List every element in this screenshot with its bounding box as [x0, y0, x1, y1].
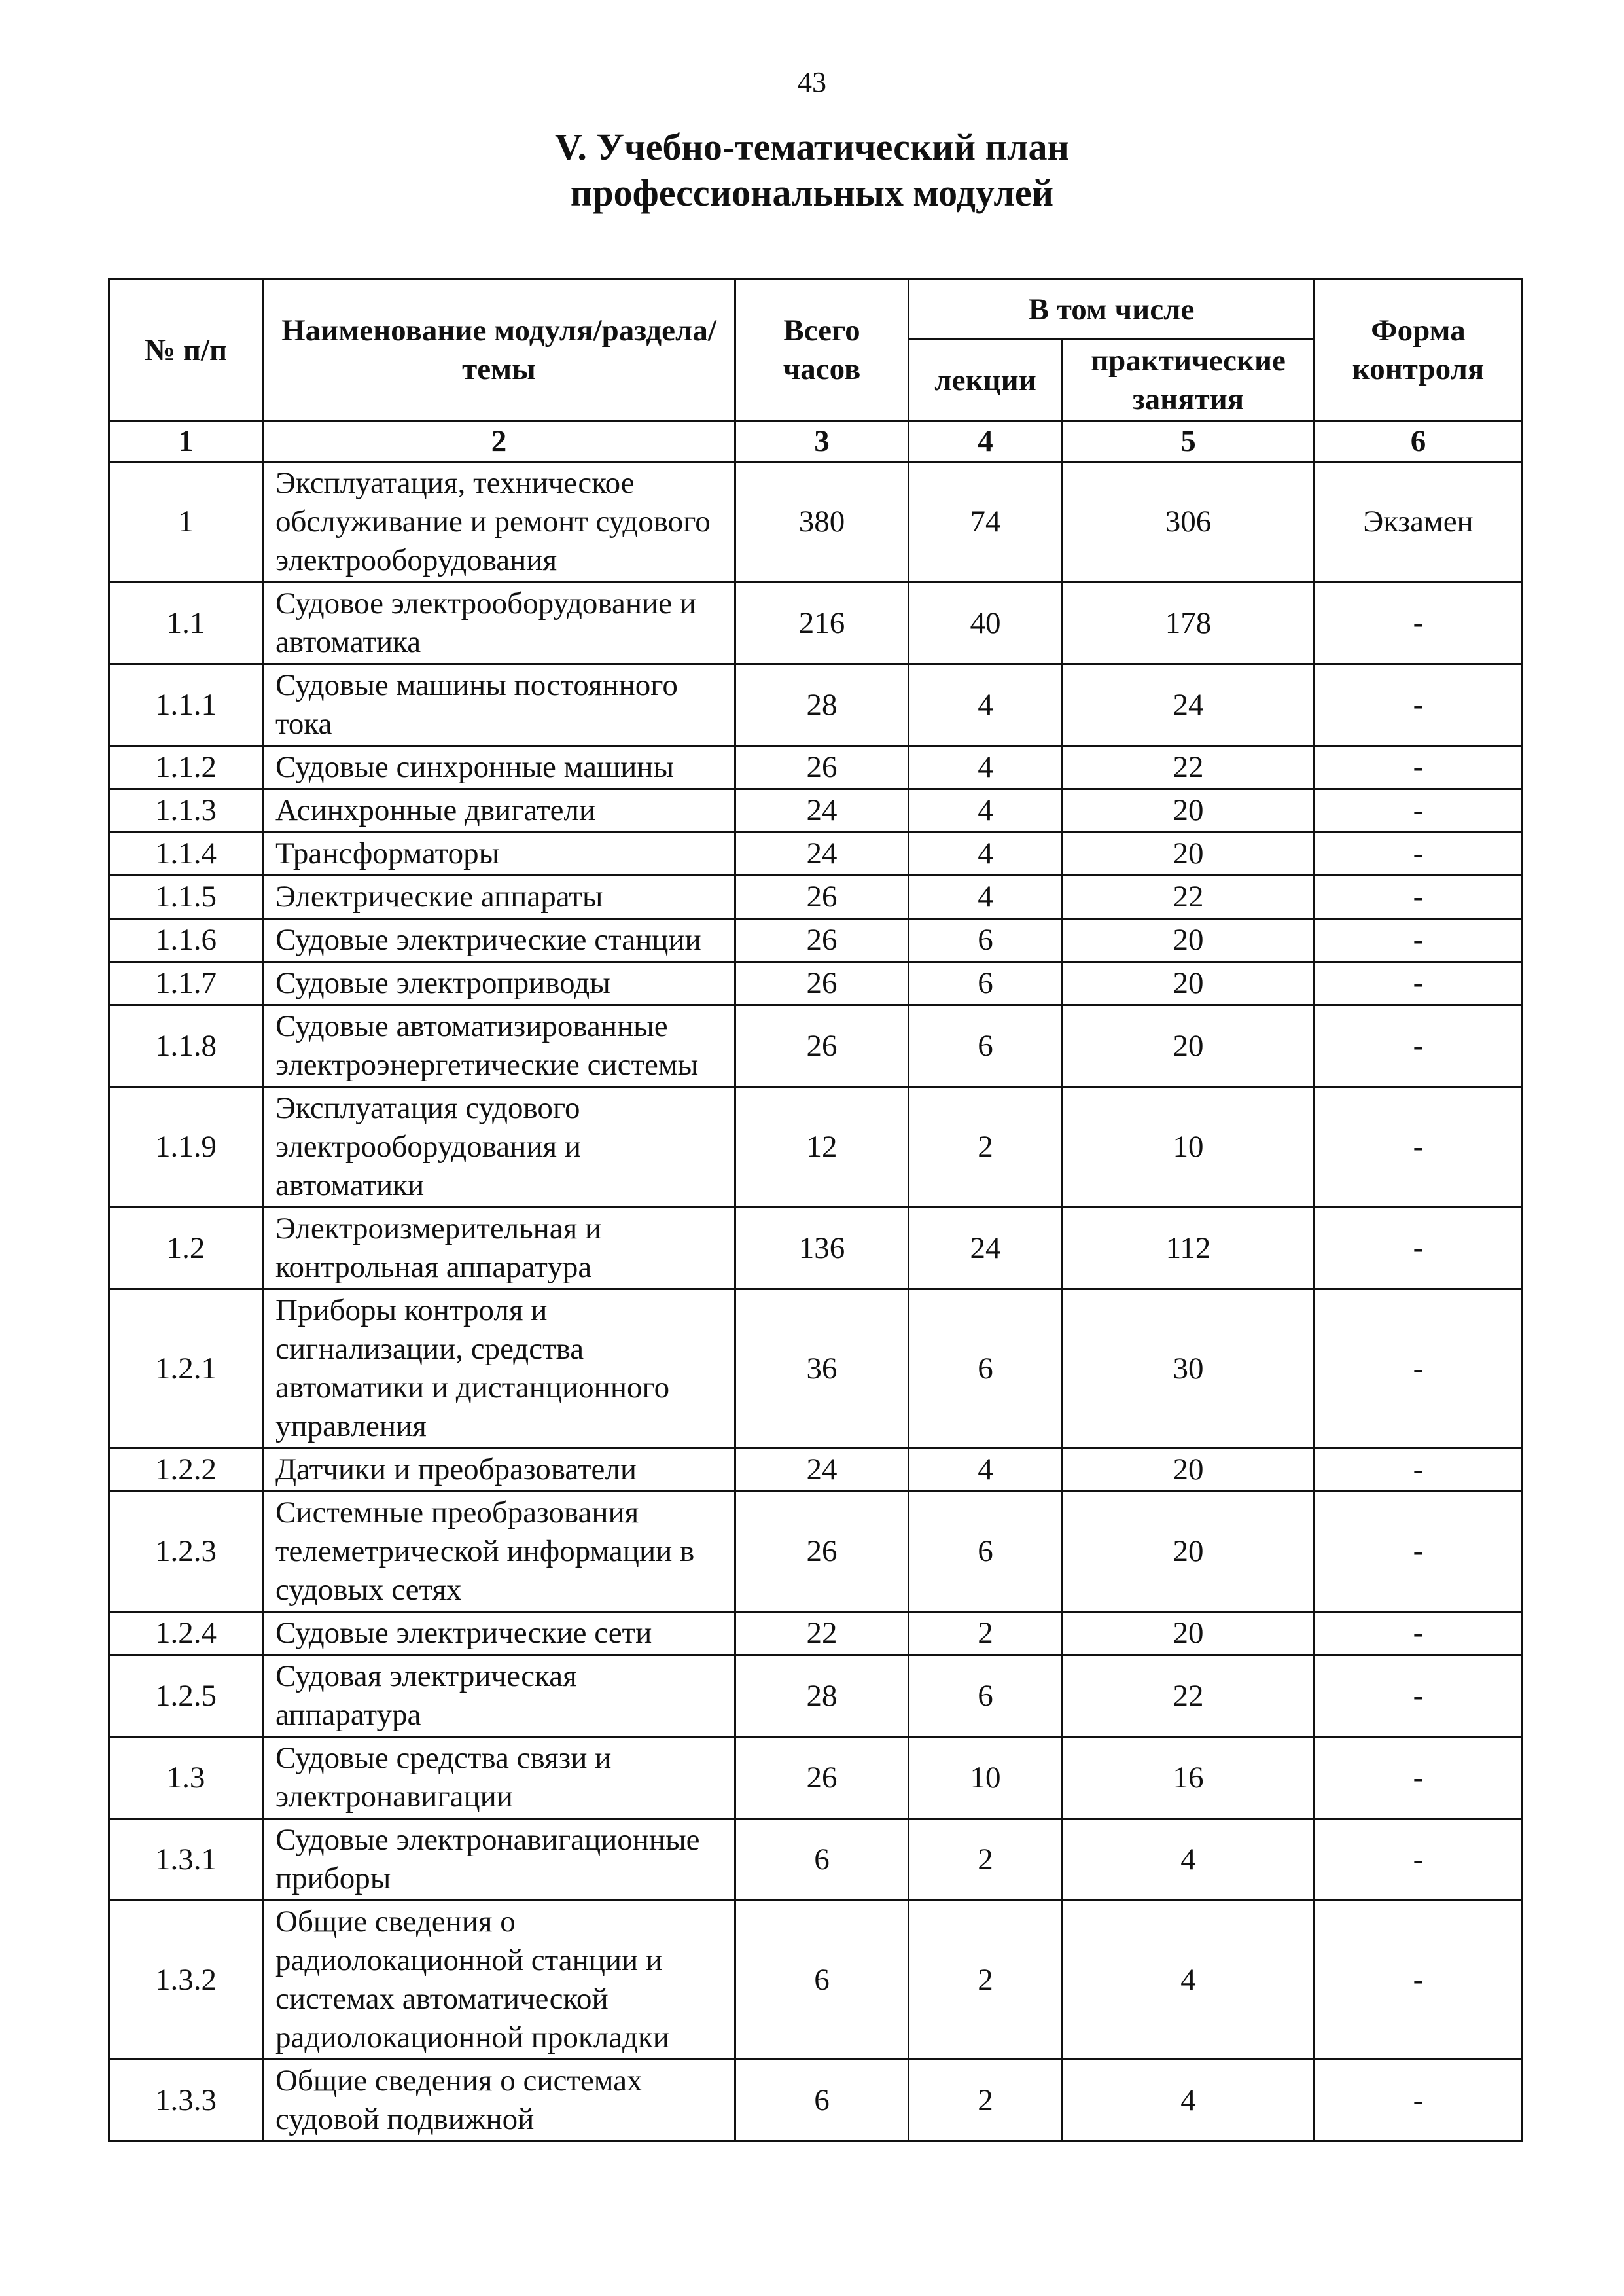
- column-number: 4: [909, 422, 1063, 462]
- row-name: Эксплуатация, техническое обслуживание и ремонт судового электрооборудования: [263, 462, 735, 583]
- row-practice: 10: [1063, 1087, 1315, 1208]
- table-row: [109, 1655, 1523, 1737]
- row-control-form: -: [1315, 919, 1523, 962]
- table-row: [109, 1901, 1523, 2060]
- row-practice: 20: [1063, 1448, 1315, 1492]
- row-practice: 22: [1063, 746, 1315, 789]
- row-total-hours: 26: [735, 1005, 909, 1087]
- table-row: [109, 664, 1523, 746]
- title-line-2: профессиональных модулей: [570, 171, 1054, 214]
- row-total-hours: 26: [735, 746, 909, 789]
- row-control-form: Экзамен: [1315, 462, 1523, 583]
- row-practice: 22: [1063, 1655, 1315, 1737]
- header-name: Наименование модуля/раздела/темы: [263, 279, 735, 422]
- table-row: [109, 962, 1523, 1005]
- header-lectures: лекции: [909, 340, 1063, 422]
- row-name: Общие сведения о радиолокационной станции и системах автоматической радиолокационной прокладки: [263, 1901, 735, 2060]
- row-lectures: 6: [909, 919, 1063, 962]
- row-practice: 20: [1063, 919, 1315, 962]
- row-lectures: 4: [909, 833, 1063, 876]
- title-line-1: V. Учебно-тематический план: [555, 126, 1069, 168]
- table-body: [109, 462, 1523, 2142]
- table-row: [109, 789, 1523, 833]
- table-row: [109, 462, 1523, 583]
- column-number: 3: [735, 422, 909, 462]
- row-control-form: -: [1315, 1655, 1523, 1737]
- row-number: 1.3.3: [109, 2060, 263, 2142]
- header-control: Форма контроля: [1315, 279, 1523, 422]
- header-including: В том числе: [909, 279, 1315, 340]
- row-total-hours: 24: [735, 789, 909, 833]
- row-total-hours: 6: [735, 1819, 909, 1901]
- table-row: [109, 833, 1523, 876]
- table-row: [109, 583, 1523, 664]
- row-lectures: 4: [909, 746, 1063, 789]
- row-number: 1.3: [109, 1737, 263, 1819]
- curriculum-table: [108, 278, 1523, 2142]
- table-row: [109, 1087, 1523, 1208]
- row-number: 1.2: [109, 1208, 263, 1289]
- row-number: 1.1.7: [109, 962, 263, 1005]
- table-row: [109, 1448, 1523, 1492]
- row-lectures: 40: [909, 583, 1063, 664]
- table-row: [109, 1819, 1523, 1901]
- row-control-form: -: [1315, 1448, 1523, 1492]
- row-name: Судовые электрические сети: [263, 1612, 735, 1655]
- row-number: 1.1.6: [109, 919, 263, 962]
- page-title: [0, 124, 1624, 216]
- table-row: [109, 919, 1523, 962]
- row-name: Судовое электрооборудование и автоматика: [263, 583, 735, 664]
- column-number: 6: [1315, 422, 1523, 462]
- row-practice: 4: [1063, 1901, 1315, 2060]
- row-practice: 20: [1063, 833, 1315, 876]
- column-number: 1: [109, 422, 263, 462]
- row-control-form: -: [1315, 1087, 1523, 1208]
- row-control-form: -: [1315, 2060, 1523, 2142]
- row-practice: 112: [1063, 1208, 1315, 1289]
- row-lectures: 2: [909, 1901, 1063, 2060]
- header-practice: практические занятия: [1063, 340, 1315, 422]
- row-lectures: 24: [909, 1208, 1063, 1289]
- row-control-form: -: [1315, 1819, 1523, 1901]
- row-total-hours: 24: [735, 833, 909, 876]
- row-lectures: 4: [909, 1448, 1063, 1492]
- row-lectures: 4: [909, 664, 1063, 746]
- row-lectures: 6: [909, 962, 1063, 1005]
- row-name: Асинхронные двигатели: [263, 789, 735, 833]
- row-name: Судовые машины постоянного тока: [263, 664, 735, 746]
- row-control-form: -: [1315, 1612, 1523, 1655]
- row-control-form: -: [1315, 583, 1523, 664]
- row-practice: 30: [1063, 1289, 1315, 1448]
- table-row: [109, 1612, 1523, 1655]
- table-row: [109, 746, 1523, 789]
- row-control-form: -: [1315, 789, 1523, 833]
- row-number: 1.2.5: [109, 1655, 263, 1737]
- row-total-hours: 26: [735, 1737, 909, 1819]
- row-name: Приборы контроля и сигнализации, средства автоматики и дистанционного управления: [263, 1289, 735, 1448]
- row-control-form: -: [1315, 746, 1523, 789]
- row-name: Судовые средства связи и электронавигации: [263, 1737, 735, 1819]
- column-number: 2: [263, 422, 735, 462]
- row-practice: 20: [1063, 1005, 1315, 1087]
- row-number: 1: [109, 462, 263, 583]
- row-control-form: -: [1315, 833, 1523, 876]
- table-row: [109, 1289, 1523, 1448]
- row-practice: 24: [1063, 664, 1315, 746]
- row-total-hours: 28: [735, 664, 909, 746]
- row-number: 1.2.3: [109, 1492, 263, 1612]
- row-lectures: 2: [909, 1612, 1063, 1655]
- row-lectures: 6: [909, 1005, 1063, 1087]
- header-num: № п/п: [109, 279, 263, 422]
- row-number: 1.1.5: [109, 876, 263, 919]
- table-row: [109, 1492, 1523, 1612]
- table-row: [109, 1005, 1523, 1087]
- row-number: 1.1.2: [109, 746, 263, 789]
- row-name: Электроизмерительная и контрольная аппаратура: [263, 1208, 735, 1289]
- row-total-hours: 26: [735, 919, 909, 962]
- row-total-hours: 136: [735, 1208, 909, 1289]
- row-name: Датчики и преобразователи: [263, 1448, 735, 1492]
- row-practice: 4: [1063, 2060, 1315, 2142]
- row-total-hours: 6: [735, 2060, 909, 2142]
- row-control-form: -: [1315, 1289, 1523, 1448]
- row-control-form: -: [1315, 1901, 1523, 2060]
- row-lectures: 4: [909, 789, 1063, 833]
- row-control-form: -: [1315, 664, 1523, 746]
- row-lectures: 6: [909, 1655, 1063, 1737]
- row-name: Судовые синхронные машины: [263, 746, 735, 789]
- row-practice: 178: [1063, 583, 1315, 664]
- row-practice: 20: [1063, 789, 1315, 833]
- row-total-hours: 24: [735, 1448, 909, 1492]
- row-total-hours: 28: [735, 1655, 909, 1737]
- row-total-hours: 26: [735, 876, 909, 919]
- row-name: Судовые электронавигационные приборы: [263, 1819, 735, 1901]
- row-lectures: 2: [909, 1087, 1063, 1208]
- row-number: 1.2.2: [109, 1448, 263, 1492]
- row-control-form: -: [1315, 876, 1523, 919]
- row-total-hours: 36: [735, 1289, 909, 1448]
- row-practice: 4: [1063, 1819, 1315, 1901]
- row-lectures: 4: [909, 876, 1063, 919]
- table-row: [109, 876, 1523, 919]
- row-name: Общие сведения о системах судовой подвижной: [263, 2060, 735, 2142]
- row-lectures: 10: [909, 1737, 1063, 1819]
- row-total-hours: 26: [735, 1492, 909, 1612]
- row-name: Судовые электрические станции: [263, 919, 735, 962]
- row-practice: 306: [1063, 462, 1315, 583]
- page-number: 43: [798, 66, 826, 98]
- row-total-hours: 380: [735, 462, 909, 583]
- row-number: 1.1: [109, 583, 263, 664]
- row-number: 1.3.2: [109, 1901, 263, 2060]
- row-lectures: 2: [909, 2060, 1063, 2142]
- row-practice: 16: [1063, 1737, 1315, 1819]
- header-total: Всего часов: [735, 279, 909, 422]
- row-practice: 20: [1063, 962, 1315, 1005]
- row-control-form: -: [1315, 1737, 1523, 1819]
- row-number: 1.2.1: [109, 1289, 263, 1448]
- row-control-form: -: [1315, 1208, 1523, 1289]
- row-name: Эксплуатация судового электрооборудования и автоматики: [263, 1087, 735, 1208]
- table-row: [109, 2060, 1523, 2142]
- row-name: Трансформаторы: [263, 833, 735, 876]
- row-control-form: -: [1315, 1005, 1523, 1087]
- row-number: 1.1.3: [109, 789, 263, 833]
- row-lectures: 2: [909, 1819, 1063, 1901]
- row-total-hours: 12: [735, 1087, 909, 1208]
- row-name: Судовая электрическая аппаратура: [263, 1655, 735, 1737]
- row-practice: 20: [1063, 1492, 1315, 1612]
- row-practice: 22: [1063, 876, 1315, 919]
- row-name: Электрические аппараты: [263, 876, 735, 919]
- row-control-form: -: [1315, 1492, 1523, 1612]
- row-total-hours: 26: [735, 962, 909, 1005]
- column-number: 5: [1063, 422, 1315, 462]
- row-practice: 20: [1063, 1612, 1315, 1655]
- row-number: 1.1.4: [109, 833, 263, 876]
- row-name: Системные преобразования телеметрической информации в судовых сетях: [263, 1492, 735, 1612]
- row-lectures: 6: [909, 1289, 1063, 1448]
- row-control-form: -: [1315, 962, 1523, 1005]
- row-number: 1.2.4: [109, 1612, 263, 1655]
- row-name: Судовые автоматизированные электроэнергетические системы: [263, 1005, 735, 1087]
- table-row: [109, 1208, 1523, 1289]
- row-name: Судовые электроприводы: [263, 962, 735, 1005]
- row-total-hours: 22: [735, 1612, 909, 1655]
- row-total-hours: 6: [735, 1901, 909, 2060]
- row-number: 1.3.1: [109, 1819, 263, 1901]
- row-number: 1.1.9: [109, 1087, 263, 1208]
- row-lectures: 6: [909, 1492, 1063, 1612]
- table-row: [109, 1737, 1523, 1819]
- row-number: 1.1.1: [109, 664, 263, 746]
- row-total-hours: 216: [735, 583, 909, 664]
- row-lectures: 74: [909, 462, 1063, 583]
- row-number: 1.1.8: [109, 1005, 263, 1087]
